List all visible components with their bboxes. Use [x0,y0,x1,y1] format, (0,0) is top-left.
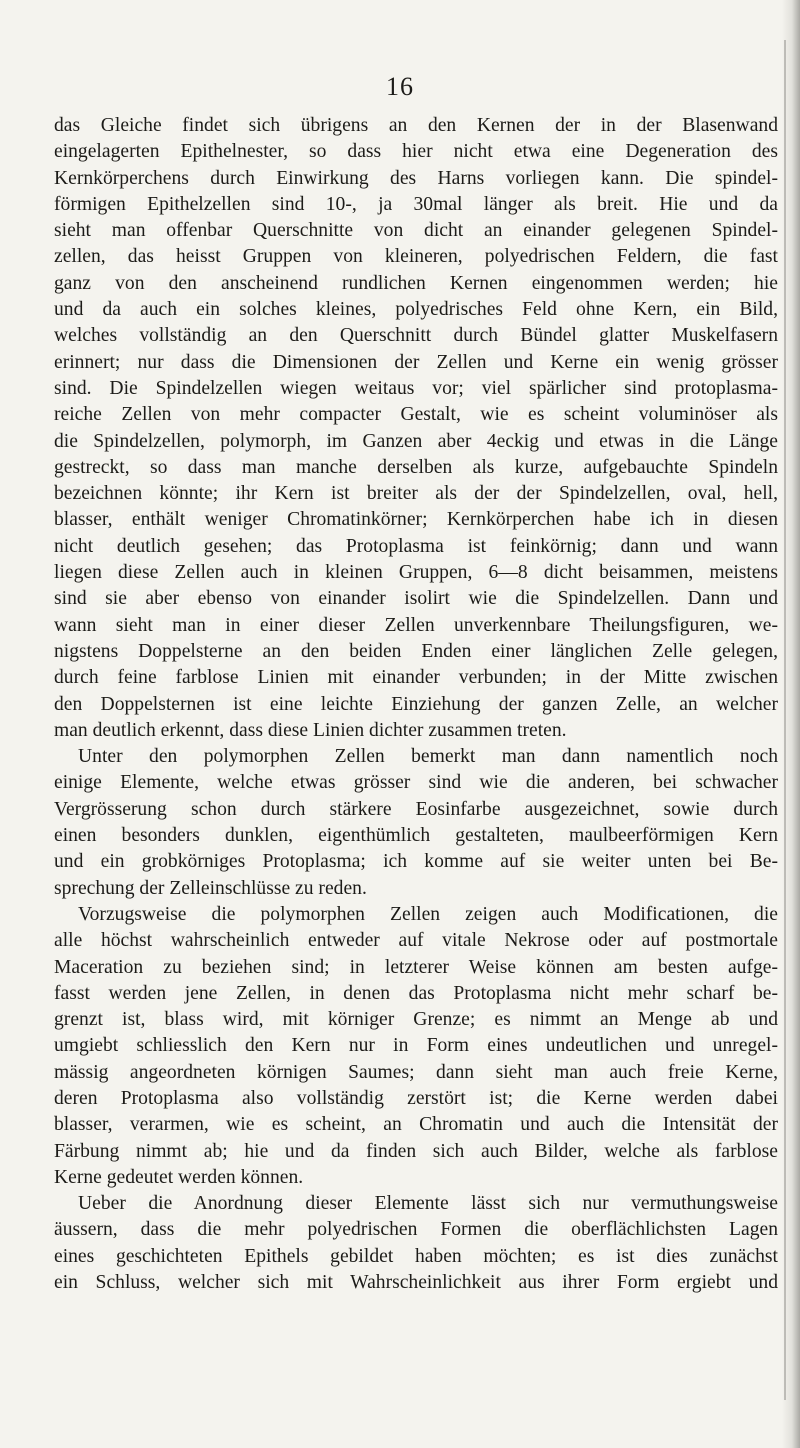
text-line: sind sie aber ebenso von einander isolirt wie die Spindelzellen. Dann und [54,588,778,610]
text-line: Kerne gedeutet werden können. [54,1166,304,1188]
text-line: welches vollständig an den Querschnitt durch Bündel glatter Muskelfasern [54,325,778,347]
text-line: wann sieht man in einer dieser Zellen unverkennbare Theilungsfiguren, we- [54,614,778,636]
text-line: nicht deutlich gesehen; das Protoplasma ist feinkörnig; dann und wann [54,535,778,557]
text-line: umgiebt schliesslich den Kern nur in Form eines undeutlichen und unregel- [54,1035,778,1057]
text-line: bezeichnen könnte; ihr Kern ist breiter als der der Spindelzellen, oval, hell, [54,483,778,505]
text-line: blasser, verarmen, wie es scheint, an Chromatin und auch die Intensität der [54,1114,778,1136]
text-line: Vorzugsweise die polymorphen Zellen zeigen auch Modificationen, die [78,903,778,925]
text-line: die Spindelzellen, polymorph, im Ganzen aber 4eckig und etwas in die Länge [54,430,778,452]
text-line: eines geschichteten Epithels gebildet haben möchten; es ist dies zunächst [54,1245,778,1267]
text-line: äussern, dass die mehr polyedrischen Formen die oberflächlichsten Lagen [54,1219,778,1241]
text-line: das Gleiche findet sich übrigens an den Kernen der in der Blasenwand [54,115,778,136]
text-line: deren Protoplasma also vollständig zerstört ist; die Kerne werden dabei [54,1087,778,1109]
text-line: nigstens Doppelsterne an den beiden Enden einer länglichen Zelle gelegen, [54,640,778,662]
text-line: sieht man offenbar Querschnitte von dicht an einander gelegenen Spindel- [54,220,778,242]
text-line: gestreckt, so dass man manche derselben als kurze, aufgebauchte Spindeln [54,456,778,478]
text-line: blasser, enthält weniger Chromatinkörner; Kernkörperchen habe ich in diesen [54,509,778,531]
text-line: und da auch ein solches kleines, polyedrisches Feld ohne Kern, ein Bild, [54,299,778,321]
body-text [54,113,778,1296]
text-line: grenzt ist, blass wird, mit körniger Grenze; es nimmt an Menge ab und [54,1009,778,1031]
text-line: ganz von den anscheinend rundlichen Kernen eingenommen werden; hie [54,272,778,294]
page-number: 16 [386,72,414,101]
text-line: Färbung nimmt ab; hie und da finden sich auch Bilder, welche als farblose [54,1140,778,1162]
text-line: man deutlich erkennt, dass diese Linien dichter zusammen treten. [54,719,567,741]
text-line: erinnert; nur dass die Dimensionen der Zellen und Kerne ein wenig grösser [54,351,778,373]
text-line: den Doppelsternen ist eine leichte Einziehung der ganzen Zelle, an welcher [54,693,778,715]
text-line: alle höchst wahrscheinlich entweder auf vitale Nekrose oder auf postmortale [54,930,778,952]
text-line: sprechung der Zelleinschlüsse zu reden. [54,877,367,899]
text-line: zellen, das heisst Gruppen von kleineren, polyedrischen Feldern, die fast [54,246,778,268]
text-line: einige Elemente, welche etwas grösser sind wie die anderen, bei schwacher [54,772,778,794]
text-line: einen besonders dunklen, eigenthümlich gestalteten, maulbeerförmigen Kern [54,825,778,847]
text-line: Unter den polymorphen Zellen bemerkt man dann namentlich noch [78,746,778,768]
text-line: förmigen Epithelzellen sind 10-, ja 30mal länger als breit. Hie und da [54,193,778,215]
text-line: Vergrösserung schon durch stärkere Eosinfarbe ausgezeichnet, sowie durch [54,798,778,820]
text-line: sind. Die Spindelzellen wiegen weitaus vor; viel spärlicher sind protoplasma- [54,377,778,399]
text-line: reiche Zellen von mehr compacter Gestalt, wie es scheint voluminöser als [54,404,778,426]
text-line: eingelagerten Epithelnester, so dass hier nicht etwa eine Degeneration des [54,141,778,163]
text-line: Ueber die Anordnung dieser Elemente lässt sich nur vermuthungsweise [78,1193,778,1215]
scan-edge-shadow [782,0,800,1448]
text-line: fasst werden jene Zellen, in denen das Protoplasma nicht mehr scharf be- [54,982,778,1004]
text-line: Kernkörperchens durch Einwirkung des Harns vorliegen kann. Die spindel- [54,167,778,189]
text-line: Maceration zu beziehen sind; in letzterer Weise können am besten aufge- [54,956,778,978]
text-line: ein Schluss, welcher sich mit Wahrscheinlichkeit aus ihrer Form ergiebt und [54,1272,778,1294]
text-line: und ein grobkörniges Protoplasma; ich komme auf sie weiter unten bei Be- [54,851,778,873]
text-line: mässig angeordneten körnigen Saumes; dann sieht man auch freie Kerne, [54,1061,778,1083]
text-line: durch feine farblose Linien mit einander verbunden; in der Mitte zwischen [54,667,778,689]
text-line: liegen diese Zellen auch in kleinen Gruppen, 6—8 dicht beisammen, meistens [54,562,778,584]
